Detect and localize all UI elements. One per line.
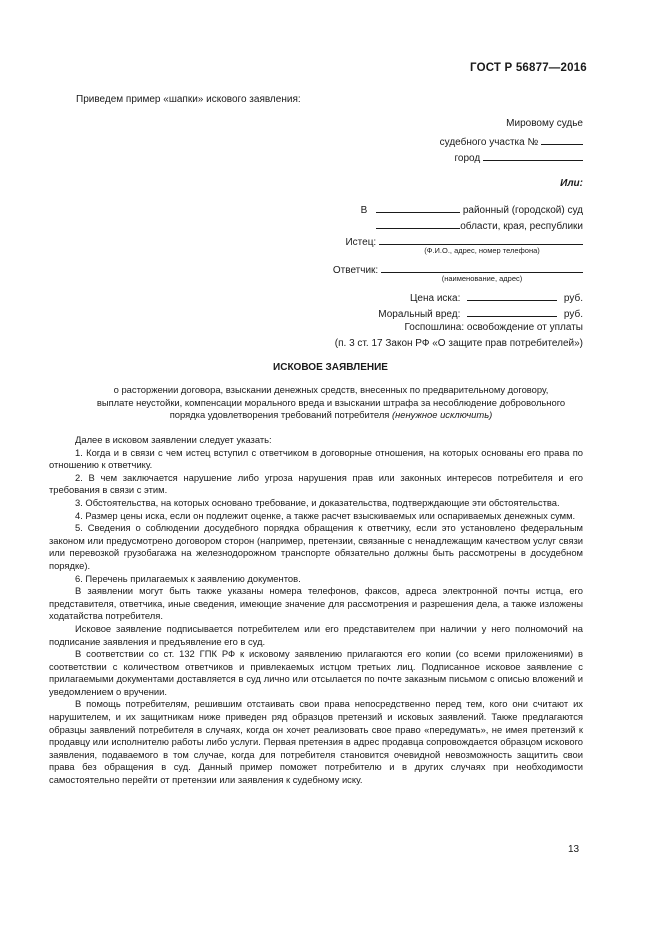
body-paragraph: В помощь потребителям, решившим отстаивать свои права непосредственно перед тем, кого они считают их нарушителем, и их защитникам ниже приведен ряд образцов претензий и исковых заявлений. Также предлагаются образцы заявлений потребителя в случаях, когда он хочет реализовать свое право «передумать», не имея претензий к продавцу или исполнителю работы либо услуги. Первая претензия в адрес продавца сопровождается образцом искового заявления, подаваемого в том случае, когда для потребителя становится очевидной невозможность защитить свои права без обращения в суд. Данный пример поможет потребителю и в других случаях при необходимости самостоятельно перейти от претензии или заявления к судебному иску. [49,698,583,786]
moral-damage-line [378,306,583,320]
subtitle-line-3-text: порядка удовлетворения требований потребителя [169,409,390,421]
court-v-label: В [360,205,368,216]
claim-price-unit: руб. [563,293,583,304]
city-label: город [454,153,481,164]
body-paragraph: 6. Перечень прилагаемых к заявлению документов. [75,572,301,584]
moral-damage-label: Моральный вред: [378,309,461,320]
moral-damage-blank [467,306,557,317]
subtitle-line-3 [76,409,586,422]
subtitle-note: (ненужное исключить) [392,409,493,421]
court-region-text: области, края, республики [460,221,583,232]
court-section-label: судебного участка № [439,137,539,148]
body-paragraph: Исковое заявление подписывается потребителем или его представителем при наличии у него полномочий на подписание заявления и предъявление его в суд. [49,622,583,647]
addressee-line-2 [440,134,583,148]
document-title: ИСКОВОЕ ЗАЯВЛЕНИЕ [273,362,388,373]
court-section-blank [541,134,583,145]
intro-text: Приведем пример «шапки» искового заявления: [76,94,301,105]
claim-price-blank [467,290,557,301]
claim-price-line [410,290,583,304]
moral-damage-unit: руб. [563,309,583,320]
body-paragraph: В соответствии со ст. 132 ГПК РФ к исковому заявлению прилагаются его копии (со всеми приложениями) в соответствии с количеством ответчиков и привлекаемых истцом третьих лиц. Подписанное исковое заявление с прилагаемыми документами доставляется в суд лично или отсылается по почте заказным письмом с описью вложений и уведомлением о вручении. [49,648,583,697]
state-fee-line-1: Госпошлина: освобождение от уплаты [404,322,583,333]
court-district-text: районный (городской) суд [462,205,583,216]
state-fee-line-2: (п. 3 ст. 17 Закон РФ «О защите прав потребителей») [334,338,583,349]
city-blank [483,150,583,161]
or-label: Или: [560,178,583,189]
addressee-line-1: Мировому судье [506,118,583,129]
defendant-caption: (наименование, адрес) [441,274,523,283]
addressee-line-3 [454,150,583,164]
document-standard-header: ГОСТ Р 56877—2016 [470,62,587,74]
body-text [49,434,583,787]
document-subtitle [76,384,586,422]
claim-price-label: Цена иска: [410,293,461,304]
body-paragraph: В заявлении могут быть также указаны номера телефонов, факсов, адреса электронной почты истца, его представителя, ответчика, иные сведения, имеющие значение для рассмотрения и разрешения дела, а также изложены ходатайства потребителя. [49,585,583,622]
court-district-line [361,202,583,216]
body-paragraph: 1. Когда и в связи с чем истец вступил с ответчиком в договорные отношения, на которых основаны его права по отношению к ответчику. [49,446,583,471]
body-paragraph: 2. В чем заключается нарушение либо угроза нарушения прав или законных интересов потребителя и его требования в связи с этим. [49,471,583,496]
plaintiff-label: Истец: [345,237,377,248]
plaintiff-caption: (Ф.И.О., адрес, номер телефона) [424,246,540,255]
subtitle-line-1: о расторжении договора, взыскании денежных средств, внесенных по предварительному договору, [113,384,549,395]
defendant-blank [381,262,583,273]
body-paragraph: 5. Сведения о соблюдении досудебного порядка обращения к ответчику, если это установлено федеральным законом или предусмотрено договором сторон (например, претензии, связанные с ненадлежащим качеством услуг связи или перевозкой грузобагажа на железнодорожном транспорте обязательно должны быть рассмотрены в досудебном порядке). [49,522,583,571]
court-region-line [376,218,583,232]
plaintiff-blank [379,234,583,245]
defendant-label: Ответчик: [332,265,379,276]
court-district-blank [376,202,460,213]
court-region-blank [376,218,460,229]
page-number: 13 [568,844,580,855]
body-paragraph: Далее в исковом заявлении следует указать: [75,434,272,445]
subtitle-line-2: выплате неустойки, компенсации морального вреда и взыскании штрафа за несоблюдение добровольного [96,396,566,408]
body-paragraph: 3. Обстоятельства, на которых основано требование, и доказательства, подтверждающие эти обстоятельства. [75,496,560,508]
body-paragraph: 4. Размер цены иска, если он подлежит оценке, а также расчет взыскиваемых или оспариваемых денежных сумм. [75,509,576,521]
